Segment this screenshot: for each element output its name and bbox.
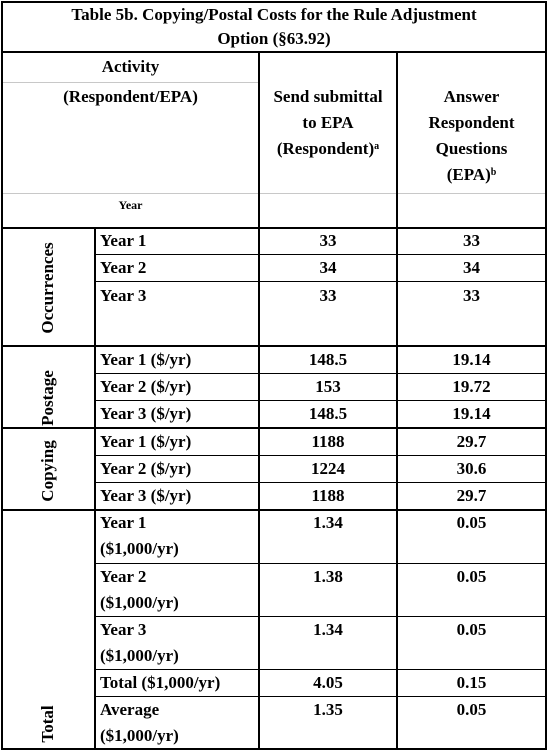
cell-answer: 19.72 <box>452 377 491 396</box>
group-label-copying: Copying <box>38 440 57 502</box>
footnote-a: a <box>374 141 380 152</box>
row-label: Year 3 ($/yr) <box>100 486 192 505</box>
cell-send: 33 <box>319 286 337 305</box>
cell-answer: 34 <box>463 258 480 277</box>
row-label: Year 1 ($/yr) <box>100 432 192 451</box>
group-label-occurrences: Occurrences <box>38 242 57 334</box>
row-label: Year 1 ($/yr) <box>100 350 192 369</box>
col-answer-questions-header <box>398 84 545 188</box>
col-send-submittal-header <box>260 84 396 162</box>
cell-answer: 0.15 <box>456 673 487 692</box>
row-label-line1: Year 1 <box>100 513 147 532</box>
row-label-line2: ($1,000/yr) <box>100 726 179 745</box>
cell-answer: 0.05 <box>456 620 487 639</box>
row-label <box>100 510 179 562</box>
row-label-line1: Year 3 <box>100 620 147 639</box>
cell-send: 1.38 <box>313 567 343 586</box>
cell-answer: 19.14 <box>452 404 491 423</box>
footnote-b: b <box>490 167 497 178</box>
cell-answer: 33 <box>463 231 480 250</box>
cell-send: 1188 <box>311 486 345 505</box>
cell-answer: 29.7 <box>456 486 487 505</box>
table-title <box>3 3 545 51</box>
cell-send: 148.5 <box>308 350 348 369</box>
cell-send: 153 <box>315 377 341 396</box>
row-label: Year 1 <box>100 231 147 250</box>
row-label: Year 2 <box>100 258 147 277</box>
row-label: Total ($1,000/yr) <box>100 673 221 692</box>
cell-send: 1.34 <box>313 513 343 532</box>
row-label-line2: ($1,000/yr) <box>100 593 179 612</box>
group-label-total: Total <box>38 705 57 743</box>
row-label-line2: ($1,000/yr) <box>100 539 179 558</box>
row-label: Year 3 ($/yr) <box>100 404 192 423</box>
table-title-line1: Table 5b. Copying/Postal Costs for the Rule Adjustment <box>71 5 477 24</box>
row-label-line1: Year 2 <box>100 567 147 586</box>
row-label-line1: Average <box>100 700 160 719</box>
cell-send: 1224 <box>311 459 345 478</box>
cell-send: 1188 <box>311 432 345 451</box>
cell-send: 1.34 <box>313 620 343 639</box>
row-label: Year 2 ($/yr) <box>100 377 192 396</box>
row-label <box>100 564 179 616</box>
year-label: Year <box>118 198 143 212</box>
cell-send: 4.05 <box>313 673 343 692</box>
cell-answer: 0.05 <box>456 700 487 719</box>
col1-header-line1: Send submittal <box>273 87 383 106</box>
cell-answer: 0.05 <box>456 513 487 532</box>
col2-header-line1: Answer <box>443 87 500 106</box>
respondent-epa-label: (Respondent/EPA) <box>63 87 198 106</box>
row-label: Year 2 ($/yr) <box>100 459 192 478</box>
group-label-postage: Postage <box>38 370 57 426</box>
row-label <box>100 697 179 749</box>
col2-header-line4: (EPA) <box>446 165 491 184</box>
cell-send: 148.5 <box>308 404 348 423</box>
row-label: Year 3 <box>100 286 147 305</box>
col1-header-line2: to EPA <box>302 113 354 132</box>
row-label <box>100 617 179 669</box>
cell-answer: 29.7 <box>456 432 487 451</box>
row-label-line2: ($1,000/yr) <box>100 646 179 665</box>
cell-answer: 19.14 <box>452 350 491 369</box>
col1-header-line3: (Respondent) <box>276 139 375 158</box>
cell-send: 34 <box>319 258 337 277</box>
cell-answer: 33 <box>463 286 480 305</box>
col2-header-line3: Questions <box>435 139 508 158</box>
cell-answer: 0.05 <box>456 567 487 586</box>
cell-send: 33 <box>319 231 337 250</box>
table-title-line2: Option (§63.92) <box>217 29 331 48</box>
cell-answer: 30.6 <box>456 459 487 478</box>
col2-header-line2: Respondent <box>428 113 515 132</box>
cell-send: 1.35 <box>313 700 343 719</box>
activity-label: Activity <box>101 57 160 76</box>
